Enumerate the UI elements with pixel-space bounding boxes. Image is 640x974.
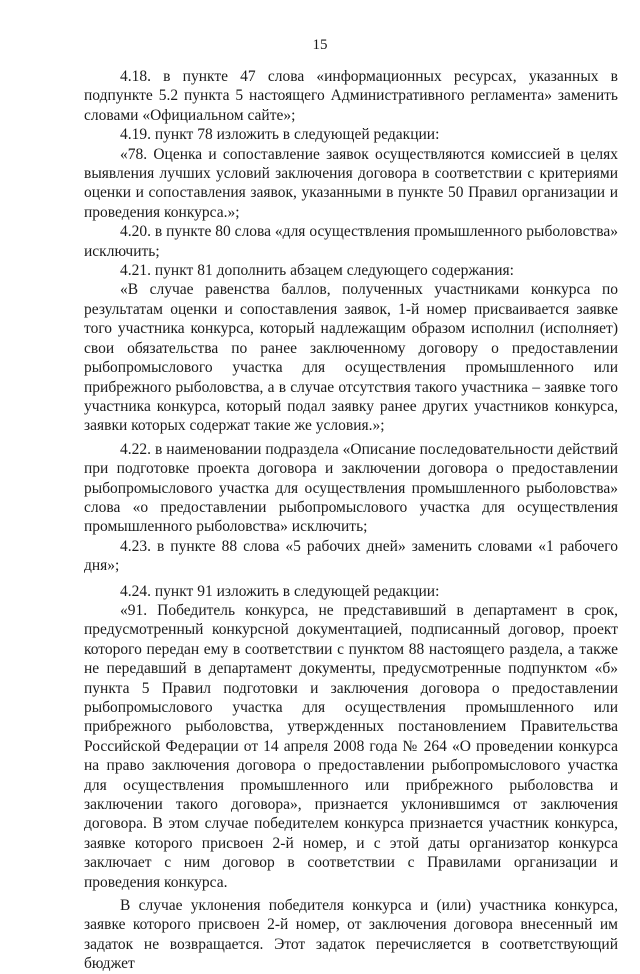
page-number: 15 <box>312 37 328 53</box>
paragraph-91-text: «91. Победитель конкурса, не представивший в департамент в срок, предусмотренный конкурсной документацией, подписанный договор, проект которого передан ему в соответствии с пунктом 88 настоящего раздела, а также не передавший в департамент документы, предусмотренные подпунктом «б» пункта 5 Правил подготовки и заключения договора о предоставлении рыбопромыслового участка для осуществления промышленного или прибрежного рыболовства, утвержденных постановлением Правительства Российской Федерации от 14 апреля 2008 года № 264 «О проведении конкурса на право заключения договора о предоставлении рыбопромыслового участка для осуществления промышленного или прибрежного рыболовства и заключении такого договора», признается уклонившимся от заключения договора. В этом случае победителем конкурса признается участник конкурса, заявке которого присвоен 2-й номер, и с этой даты организатор конкурса заключает с ним договор в соответствии с Правилами организации и проведения конкурса. <box>84 601 618 891</box>
paragraph-4-22: 4.22. в наименовании подраздела «Описание последовательности действий при подготовке проекта договора и заключении договора о предоставлении рыбопромыслового участка для осуществления промышленного рыболовства» слова «о предоставлении рыбопромыслового участка для осуществления промышленного рыболовства» исключить; <box>84 440 618 536</box>
document-body <box>84 67 618 974</box>
paragraph-81-addition: «В случае равенства баллов, полученных участниками конкурса по результатам оценки и сопоставления заявок, 1-й номер присваивается заявке того участника конкурса, который надлежащим образом исполнил (исполняет) свои обязательства по ранее заключенному договору о предоставлении рыбопромыслового участка для осуществления промышленного или прибрежного рыболовства, а в случае отсутствия такого участника – заявке того участника конкурса, который подал заявку ранее других участников конкурса, заявки которых содержат такие же условия.»; <box>84 281 618 435</box>
paragraph-4-24: 4.24. пункт 91 изложить в следующей редакции: <box>120 582 440 600</box>
paragraph-4-19: 4.19. пункт 78 изложить в следующей редакции: <box>120 126 440 144</box>
paragraph-deposit: В случае уклонения победителя конкурса и (или) участника конкурса, заявке которого присвоен 2-й номер, от заключения договора внесенный им задаток не возвращается. Этот задаток перечисляется в соответствующий бюджет <box>84 897 618 973</box>
paragraph-4-23: 4.23. в пункте 88 слова «5 рабочих дней» заменить словами «1 рабочего дня»; <box>84 537 618 575</box>
paragraph-78-text: «78. Оценка и сопоставление заявок осуществляются комиссией в целях выявления лучших условий заключения договора в соответствии с критериями оценки и сопоставления заявок, указанными в пункте 50 Правил организации и проведения конкурса.»; <box>84 145 618 221</box>
paragraph-4-18: 4.18. в пункте 47 слова «информационных ресурсах, указанных в подпункте 5.2 пункта 5 настоящего Административного регламента» заменить словами «Официальном сайте»; <box>84 68 618 124</box>
paragraph-4-21: 4.21. пункт 81 дополнить абзацем следующего содержания: <box>120 262 514 280</box>
paragraph-4-20: 4.20. в пункте 80 слова «для осуществления промышленного рыболовства» исключить; <box>84 223 618 260</box>
